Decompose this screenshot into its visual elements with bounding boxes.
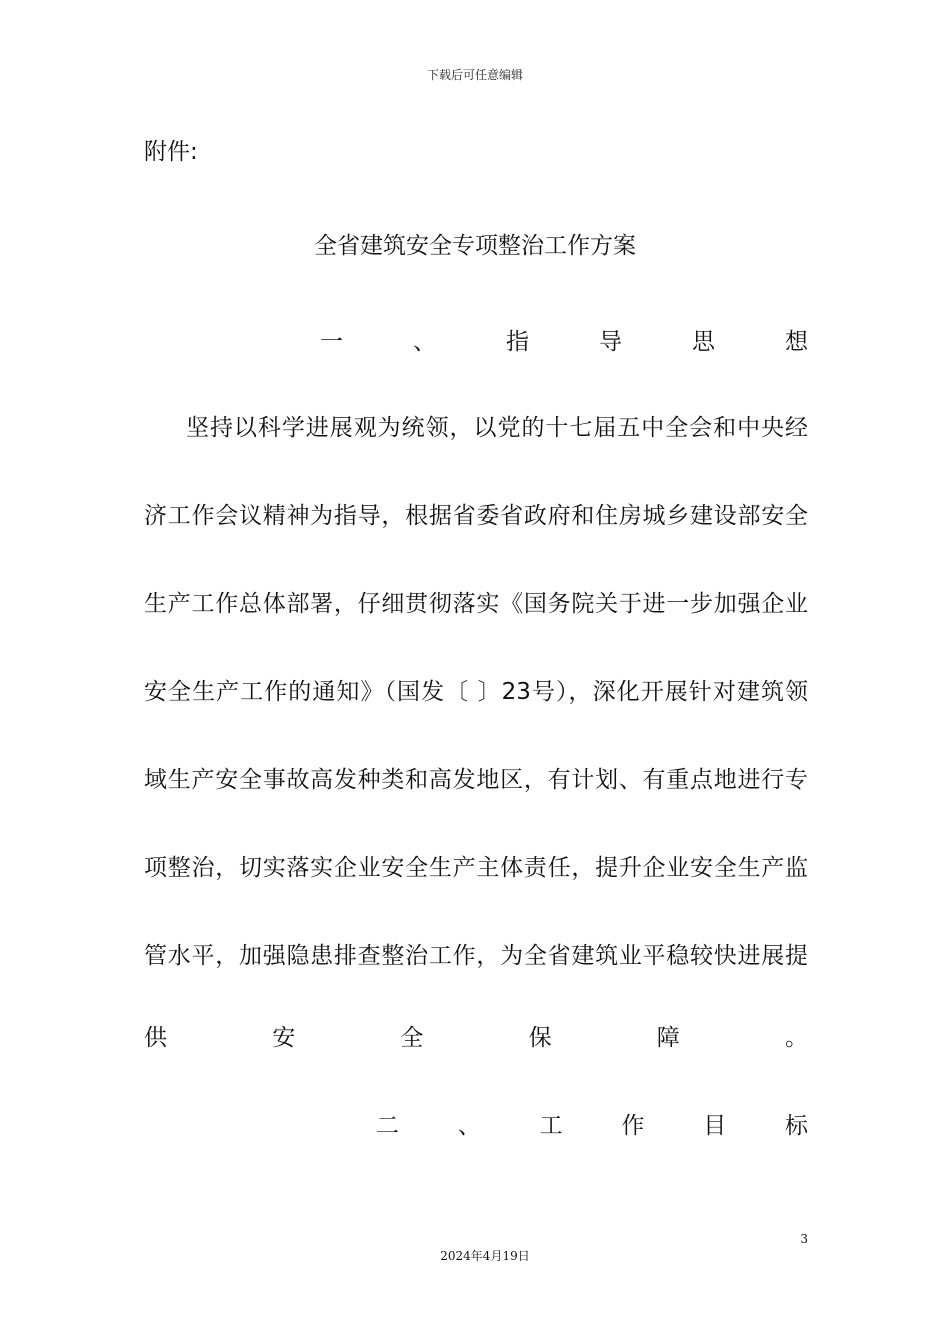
heading-char: 工 — [539, 1113, 563, 1139]
body-line: 管水平，加强隐患排查整治工作，为全省建筑业平稳较快进展提 — [144, 943, 808, 969]
heading-char: 、 — [413, 329, 436, 355]
heading-char: 思 — [692, 329, 715, 355]
body-line: 济工作会议精神为指导，根据省委省政府和住房城乡建设部安全 — [144, 503, 808, 529]
heading-char: 目 — [703, 1113, 727, 1139]
body-char: 保 — [528, 1025, 552, 1051]
body-paragraph — [144, 412, 808, 1028]
body-line: 生产工作总体部署，仔细贯彻落实《国务院关于进一步加强企业 — [144, 591, 808, 617]
body-char: 障 — [656, 1025, 680, 1051]
body-line: 项整治，切实落实企业安全生产主体责任，提升企业安全生产监 — [144, 855, 808, 881]
footer-date: 2024年4月19日 — [440, 1249, 530, 1263]
heading-char: 、 — [457, 1113, 481, 1139]
heading-char: 指 — [506, 329, 529, 355]
page-number: 3 — [800, 1232, 808, 1246]
body-char: 全 — [400, 1025, 424, 1051]
section-heading-2 — [376, 1110, 808, 1142]
section-heading-1 — [320, 326, 808, 358]
body-line: 域生产安全事故高发种类和高发地区，有计划、有重点地进行专 — [144, 767, 808, 793]
heading-char: 一 — [320, 329, 343, 355]
body-char: 安 — [272, 1025, 296, 1051]
body-char: 。 — [784, 1025, 808, 1051]
heading-char: 作 — [621, 1113, 645, 1139]
document-title: 全省建筑安全专项整治工作方案 — [314, 233, 636, 259]
body-line: 安全生产工作的通知》（国发〔 〕23号），深化开展针对建筑领 — [144, 679, 808, 705]
body-char: 供 — [144, 1025, 167, 1051]
attachment-label: 附件: — [144, 139, 198, 165]
body-line: 坚持以科学进展观为统领，以党的十七届五中全会和中央经 — [186, 415, 808, 441]
page-header: 下载后可任意编辑 — [426, 68, 523, 82]
heading-char: 二 — [376, 1113, 399, 1139]
heading-char: 想 — [785, 329, 808, 355]
heading-char: 标 — [784, 1113, 808, 1139]
body-last-line — [144, 1022, 808, 1054]
heading-char: 导 — [599, 329, 622, 355]
